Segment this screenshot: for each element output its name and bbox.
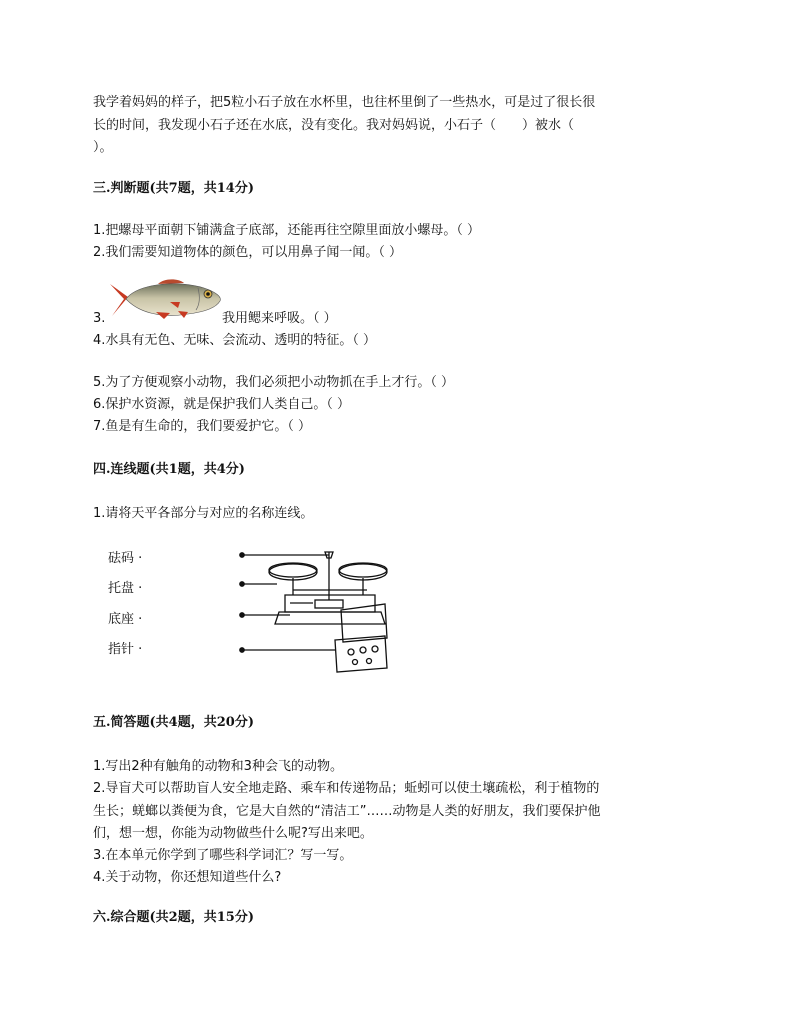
intro-line-1: 我学着妈妈的样子，把5粒小石子放在水杯里，也往杯里倒了一些热水，可是过了很长很	[93, 95, 596, 110]
fish-image	[108, 278, 224, 320]
judge-q3-number: 3.	[93, 311, 106, 326]
short-q2-line-1: 2.导盲犬可以帮助盲人安全地走路、乘车和传递物品；蚯蚓可以使土壤疏松，利于植物的	[93, 781, 600, 796]
judge-q1: 1.把螺母平面朝下铺满盒子底部，还能再往空隙里面放小螺母。（ ）	[93, 223, 481, 238]
balance-scale-image	[235, 540, 395, 675]
judge-q2: 2.我们需要知道物体的颜色，可以用鼻子闻一闻。（ ）	[93, 245, 403, 260]
section-4-title: 四.连线题(共1题，共4分)	[93, 462, 245, 477]
match-label-pan: 托盘 ·	[108, 581, 143, 596]
short-q2-line-2: 生长；蜣螂以粪便为食，它是大自然的“清洁工”……动物是人类的好朋友，我们要保护他	[93, 804, 601, 819]
intro-line-2: 长的时间，我发现小石子还在水底，没有变化。我对妈妈说，小石子（ ）被水（	[93, 118, 575, 133]
judge-q5: 5.为了方便观察小动物，我们必须把小动物抓在手上才行。（ ）	[93, 375, 455, 390]
match-label-weights: 砝码 ·	[108, 551, 143, 566]
judge-q4: 4.水具有无色、无味、会流动、透明的特征。（ ）	[93, 333, 377, 348]
short-q3: 3.在本单元你学到了哪些科学词汇？写一写。	[93, 848, 353, 863]
match-label-pointer: 指针 ·	[108, 642, 143, 657]
section-5-title: 五.简答题(共4题，共20分)	[93, 715, 254, 730]
short-q4: 4.关于动物，你还想知道些什么?	[93, 870, 282, 885]
section-6-title: 六.综合题(共2题，共15分)	[93, 910, 254, 925]
judge-q3: 我用鳃来呼吸。（ ）	[222, 311, 337, 326]
section-3-title: 三.判断题(共7题，共14分)	[93, 181, 254, 196]
intro-line-3: ）。	[93, 140, 113, 155]
short-q2-line-3: 们，想一想，你能为动物做些什么呢?写出来吧。	[93, 826, 373, 841]
match-label-base: 底座 ·	[108, 612, 143, 627]
short-q1: 1.写出2种有触角的动物和3种会飞的动物。	[93, 759, 343, 774]
match-q1: 1.请将天平各部分与对应的名称连线。	[93, 506, 314, 521]
judge-q6: 6.保护水资源，就是保护我们人类自己。（ ）	[93, 397, 351, 412]
judge-q7: 7.鱼是有生命的，我们要爱护它。（ ）	[93, 419, 312, 434]
